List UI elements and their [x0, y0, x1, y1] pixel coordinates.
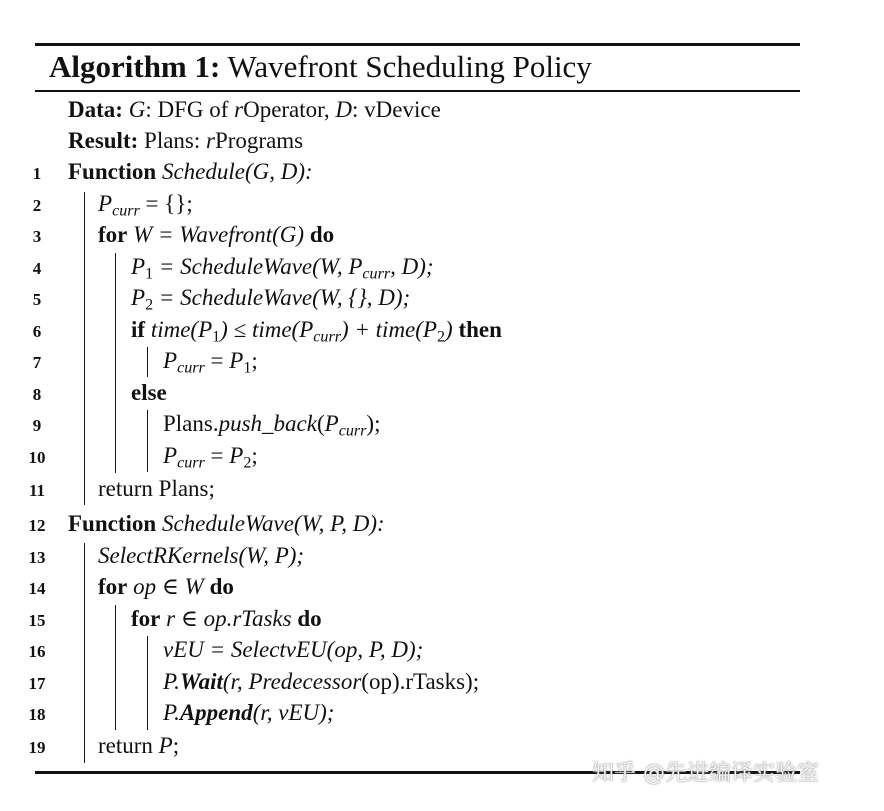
code-line: SelectRKernels(W, P);	[98, 543, 305, 568]
line-number: 17	[28, 674, 46, 693]
code-line: for op ∈ W do	[98, 574, 234, 599]
indent-bar-for-op	[115, 605, 116, 730]
algorithm-name: Wavefront Scheduling Policy	[227, 49, 592, 84]
algorithm-title	[49, 48, 592, 86]
code-line: $P_{curr} = P_1$;	[163, 348, 258, 377]
line-number: 9	[32, 416, 42, 435]
indent-bar-for-r	[147, 636, 148, 730]
line-number: 11	[28, 481, 46, 500]
indent-bar-for-wavefront	[115, 253, 116, 473]
line-number: 4	[32, 259, 42, 278]
line-number: 19	[28, 738, 46, 757]
line-number: 8	[32, 385, 42, 404]
code-line: vEU = SelectvEU(op, P, D);	[163, 637, 424, 662]
line-number: 2	[32, 196, 42, 215]
line-number: 7	[32, 353, 42, 372]
code-line: P.Wait(r, Predecessor(op).rTasks);	[163, 669, 480, 694]
line-number: 16	[28, 642, 46, 661]
code-line: Function Schedule(G, D):	[68, 159, 313, 184]
line-number: 6	[32, 322, 42, 341]
line-number: 15	[28, 611, 46, 630]
code-line: Function ScheduleWave(W, P, D):	[68, 511, 385, 536]
code-line: $Plans.push\_back(P_{curr})$;	[163, 411, 381, 440]
line-number: 3	[32, 227, 42, 246]
code-line: $P_1$ = ScheduleWave(W, $P_{curr}$, D);	[131, 254, 434, 283]
code-line: for r ∈ op.rTasks do	[131, 606, 322, 631]
line-number: 12	[28, 516, 46, 535]
line-number: 5	[32, 290, 42, 309]
code-line: return Plans;	[98, 476, 215, 501]
indent-bar-else	[147, 410, 148, 472]
indent-bar-if-then	[147, 347, 148, 377]
line-number: 18	[28, 705, 46, 724]
title-rule	[35, 90, 800, 92]
watermark: 知乎 @先进编译实验室	[592, 761, 819, 786]
code-line: $P_2$ = ScheduleWave(W, {}, D);	[131, 285, 411, 314]
line-number: 14	[28, 579, 46, 598]
code-line: return P;	[98, 733, 180, 758]
line-number: 1	[32, 164, 42, 183]
top-rule	[35, 43, 800, 46]
data-line: Data: G: DFG of rOperator, D: vDevice	[68, 97, 441, 122]
code-line: P.Append(r, vEU);	[163, 700, 335, 725]
result-line: Result: Plans: rPrograms	[68, 128, 304, 153]
code-line: if $time(P_1)$ ≤ $time(P_{curr})$ + $time(P_2)$ then	[131, 317, 502, 346]
algorithm-label: Algorithm 1:	[49, 49, 221, 84]
code-line: $P_{curr}$ = {};	[98, 191, 193, 220]
code-line: else	[131, 380, 167, 405]
code-line: for W = Wavefront(G) do	[98, 222, 335, 247]
indent-bar-function-schedule	[84, 192, 85, 505]
line-number: 13	[28, 548, 46, 567]
line-number: 10	[28, 448, 46, 467]
code-line: $P_{curr} = P_2$;	[163, 443, 258, 472]
indent-bar-function-schedulewave	[84, 543, 85, 763]
